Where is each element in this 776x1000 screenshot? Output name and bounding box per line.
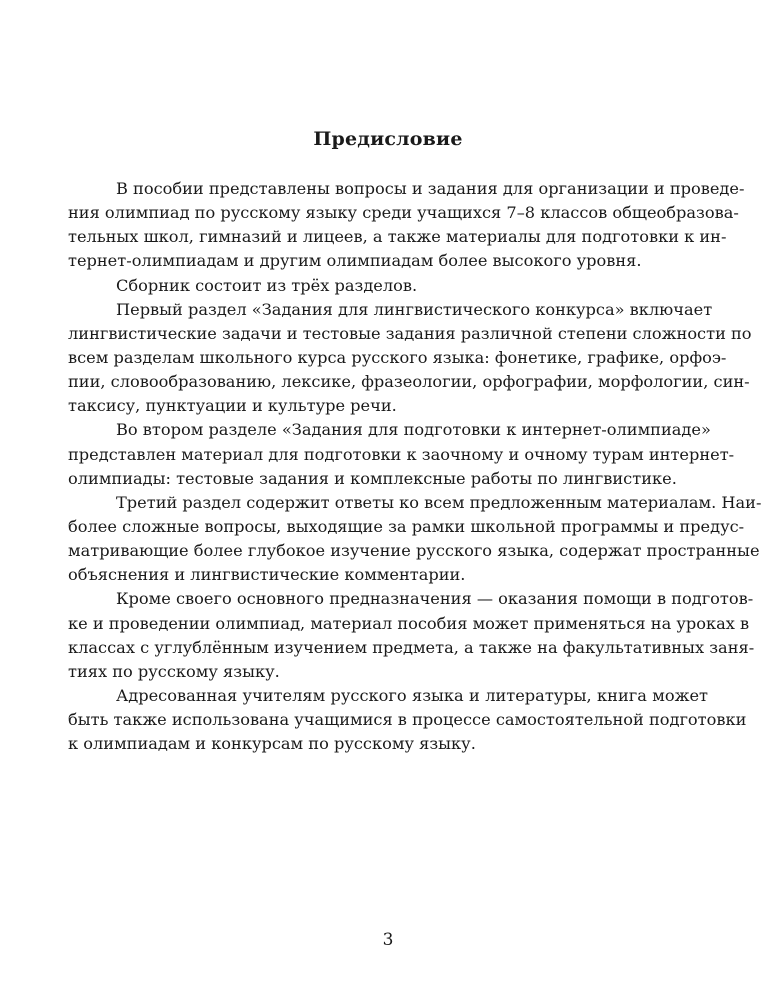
text-line: пии, словообразованию, лексике, фразеологии, орфографии, морфологии, син- xyxy=(68,372,750,392)
text-line: к олимпиадам и конкурсам по русскому языку. xyxy=(68,734,476,754)
text-line: таксису, пунктуации и культуре речи. xyxy=(68,396,397,416)
text-line: лингвистические задачи и тестовые задания различной степени сложности по xyxy=(68,323,752,343)
text-line: Сборник состоит из трёх разделов. xyxy=(116,275,418,295)
document-page xyxy=(68,0,762,1000)
text-line: Первый раздел «Задания для лингвистического конкурса» включает xyxy=(116,299,713,319)
text-line: Адресованная учителям русского языка и литературы, книга может xyxy=(116,685,708,705)
page-title: Предисловие xyxy=(313,128,463,150)
text-line: более сложные вопросы, выходящие за рамки школьной программы и предус- xyxy=(68,516,745,536)
text-line: тиях по русскому языку. xyxy=(68,661,280,681)
page-number: 3 xyxy=(382,930,394,950)
text-line: классах с углублённым изучением предмета, а также на факультативных заня- xyxy=(68,637,755,657)
text-line: объяснения и лингвистические комментарии. xyxy=(68,565,466,585)
preface-text xyxy=(68,177,762,756)
text-line: Кроме своего основного предназначения — оказания помощи в подготов- xyxy=(116,589,754,609)
text-line: тернет-олимпиадам и другим олимпиадам более высокого уровня. xyxy=(68,251,642,271)
text-line: ке и проведении олимпиад, материал пособия может применяться на уроках в xyxy=(68,613,750,633)
text-line: ния олимпиад по русскому языку среди учащихся 7–8 классов общеобразова- xyxy=(68,203,739,223)
text-line: быть также использована учащимися в процессе самостоятельной подготовки xyxy=(68,710,747,730)
text-line: Третий раздел содержит ответы ко всем предложенным материалам. Наи- xyxy=(116,492,762,512)
text-line: всем разделам школьного курса русского языка: фонетике, графике, орфоэ- xyxy=(68,347,727,367)
text-line: В пособии представлены вопросы и задания для организации и проведе- xyxy=(116,179,745,198)
text-line: тельных школ, гимназий и лицеев, а также материалы для подготовки к ин- xyxy=(68,227,727,247)
text-line: Во втором разделе «Задания для подготовки к интернет-олимпиаде» xyxy=(116,420,711,440)
text-line: представлен материал для подготовки к заочному и очному турам интернет- xyxy=(68,444,735,464)
text-line: матривающие более глубокое изучение русского языка, содержат пространные xyxy=(68,541,760,561)
text-line: олимпиады: тестовые задания и комплексные работы по лингвистике. xyxy=(68,468,677,488)
